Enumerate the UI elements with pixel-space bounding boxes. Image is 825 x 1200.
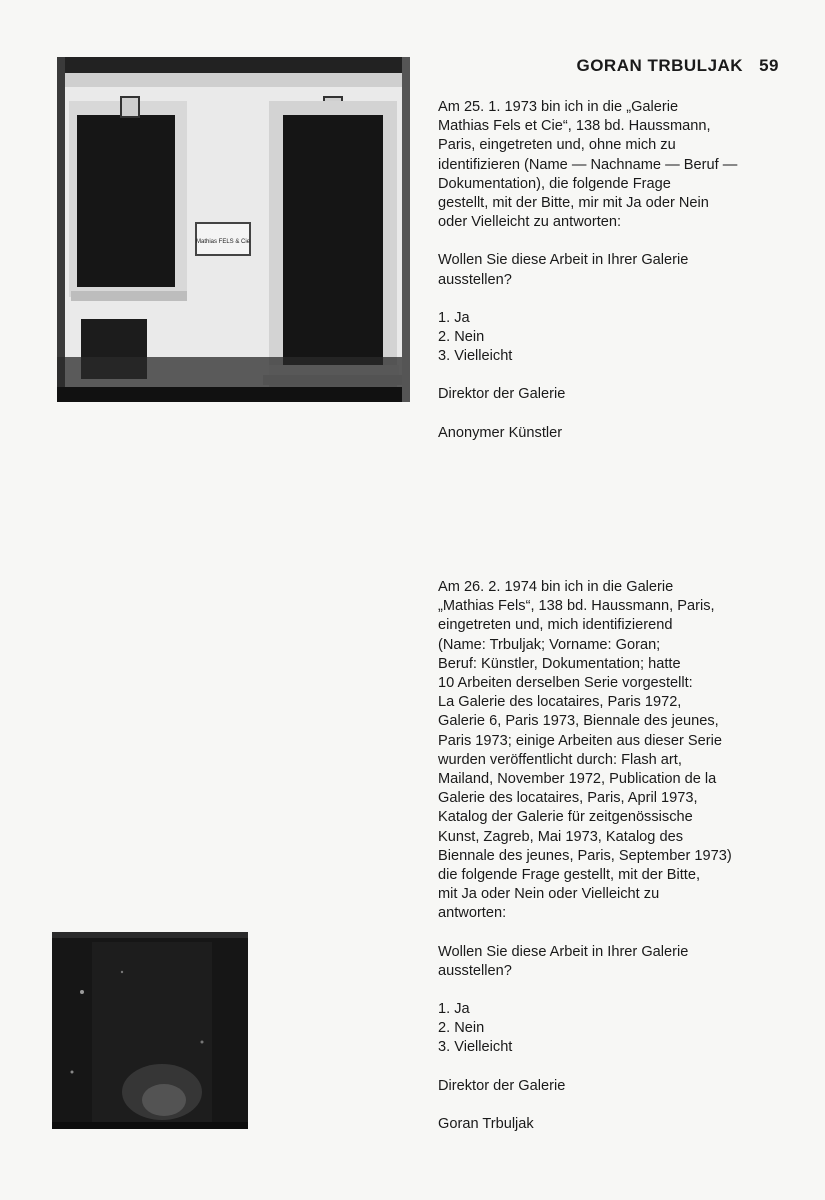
- second-visit-question: Wollen Sie diese Arbeit in Ihrer Galerie ausstellen?: [438, 943, 689, 979]
- first-visit-options: [438, 309, 798, 367]
- first-visit-question: Wollen Sie diese Arbeit in Ihrer Galerie ausstellen?: [438, 252, 689, 288]
- first-visit-text: [438, 98, 798, 462]
- plaque-text: Mathias FELS & Cie: [195, 239, 251, 245]
- first-visit-recipient: Direktor der Galerie: [438, 386, 566, 403]
- facade-image: [57, 57, 410, 402]
- option-nein: 2. Nein: [438, 329, 485, 346]
- second-visit-signature: Goran Trbuljak: [438, 1115, 534, 1132]
- page-number: 59: [759, 56, 779, 75]
- dark-door-photo: [52, 932, 248, 1129]
- second-visit-intro: Am 26. 2. 1974 bin ich in die Galerie „Mathias Fels“, 138 bd. Haussmann, Paris, eingetreten und, mich identifizierend (Name: Trbuljak; Vorname: Goran; Beruf: Künstler, Dokumentation; hatte 10 Arbeiten derselben Serie vorgestellt: La Galerie des locataires, Paris 1972, Galerie 6, Paris 1973, Biennale des jeunes, Paris 1973; einige Arbeiten aus dieser Serie wurden veröffentlicht durch: Flash art, Mailand, November 1972, Publication de la Galerie des locataires, Paris, April 1973, Katalog der Galerie für zeitgenössische Kunst, Zagreb, Mai 1973, Katalog des Biennale des jeunes, Paris, September 1973) die folgende Frage gestellt, mit der Bitte, mit Ja oder Nein oder Vielleicht zu antworten:: [438, 579, 732, 922]
- option-vielleicht: 3. Vielleicht: [438, 1039, 513, 1056]
- first-visit-intro: Am 25. 1. 1973 bin ich in die „Galerie Mathias Fels et Cie“, 138 bd. Haussmann, Paris, eingetreten und, ohne mich zu identifizieren (Name — Nachname — Beruf — Dokumentation), die folgende Frage gestellt, mit der Bitte, mir mit Ja oder Nein oder Vielleicht zu antworten:: [438, 99, 738, 231]
- author-name: GORAN TRBULJAK: [576, 56, 744, 75]
- page-header: [576, 56, 779, 76]
- dark-door-image: [52, 932, 248, 1129]
- option-vielleicht: 3. Vielleicht: [438, 348, 513, 365]
- second-visit-recipient: Direktor der Galerie: [438, 1077, 566, 1094]
- second-visit-text: [438, 578, 798, 1153]
- option-ja: 1. Ja: [438, 1001, 470, 1018]
- second-visit-options: [438, 1000, 798, 1058]
- option-ja: 1. Ja: [438, 309, 470, 326]
- gallery-facade-photo: [57, 57, 410, 402]
- option-nein: 2. Nein: [438, 1020, 485, 1037]
- first-visit-signature: Anonymer Künstler: [438, 424, 563, 441]
